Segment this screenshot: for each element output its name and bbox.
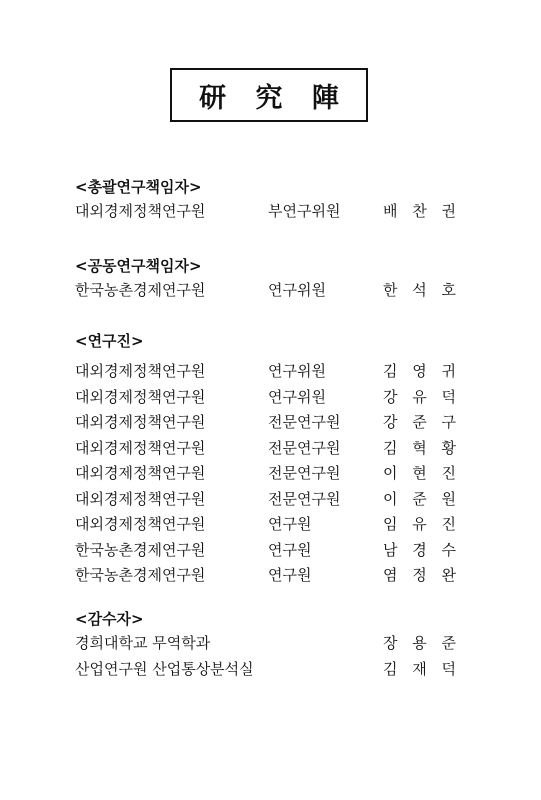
list-item: [75, 385, 475, 411]
section-research-team: [75, 329, 475, 589]
member-name: 김 혁 황: [383, 438, 462, 457]
member-position: 전문연구원: [268, 489, 341, 508]
member-org: 대외경제정책연구원: [75, 202, 206, 220]
section-heading: <감수자>: [75, 610, 144, 628]
member-position: 연구원: [268, 540, 312, 559]
section-reviewers: [75, 607, 475, 682]
member-org: 대외경제정책연구원: [75, 362, 206, 380]
page-title: 研 究 陣: [199, 82, 349, 114]
list-item: [75, 199, 475, 225]
list-item: [75, 512, 475, 538]
member-name: 김 재 덕: [383, 659, 462, 678]
list-item: [75, 563, 475, 589]
member-org: 대외경제정책연구원: [75, 438, 206, 457]
list-item: [75, 631, 475, 657]
member-name: 강 준 구: [383, 413, 462, 431]
list-item: [75, 461, 475, 487]
member-position: 연구원: [268, 566, 312, 584]
section-lead-researcher: [75, 175, 475, 225]
member-org: 대외경제정책연구원: [75, 413, 206, 431]
section-heading: <총괄연구책임자>: [75, 178, 202, 196]
member-name: 강 유 덕: [383, 387, 462, 406]
member-position: 연구위원: [268, 362, 326, 380]
member-name: 배 찬 권: [383, 202, 462, 220]
member-org: 한국농촌경제연구원: [75, 540, 206, 559]
section-co-researcher: [75, 254, 475, 304]
section-heading: <공동연구책임자>: [75, 257, 202, 275]
member-name: 한 석 호: [383, 281, 462, 299]
member-org: 대외경제정책연구원: [75, 387, 206, 406]
member-org: 한국농촌경제연구원: [75, 281, 206, 299]
member-org: 산업연구원 산업통상분석실: [75, 659, 254, 678]
member-org: 경희대학교 무역학과: [75, 634, 211, 652]
list-item: [75, 278, 475, 304]
list-item: [75, 359, 475, 385]
member-name: 임 유 진: [383, 515, 462, 533]
list-item: [75, 410, 475, 436]
member-org: 대외경제정책연구원: [75, 515, 206, 533]
member-position: 연구위원: [268, 387, 326, 406]
member-name: 김 영 귀: [383, 362, 462, 380]
member-name: 이 현 진: [383, 464, 462, 482]
list-item: [75, 436, 475, 462]
member-position: 연구위원: [268, 281, 326, 299]
list-item: [75, 657, 475, 683]
list-item: [75, 538, 475, 564]
member-position: 전문연구원: [268, 464, 341, 482]
member-name: 염 정 완: [383, 566, 462, 584]
member-name: 이 준 원: [383, 489, 462, 508]
member-position: 전문연구원: [268, 438, 341, 457]
section-heading: <연구진>: [75, 332, 144, 350]
member-position: 전문연구원: [268, 413, 341, 431]
member-org: 한국농촌경제연구원: [75, 566, 206, 584]
member-name: 남 경 수: [383, 540, 462, 559]
member-org: 대외경제정책연구원: [75, 489, 206, 508]
member-name: 장 용 준: [383, 634, 462, 652]
member-org: 대외경제정책연구원: [75, 464, 206, 482]
list-item: [75, 487, 475, 513]
title-box: [170, 68, 368, 122]
member-position: 연구원: [268, 515, 312, 533]
member-position: 부연구위원: [268, 202, 341, 220]
